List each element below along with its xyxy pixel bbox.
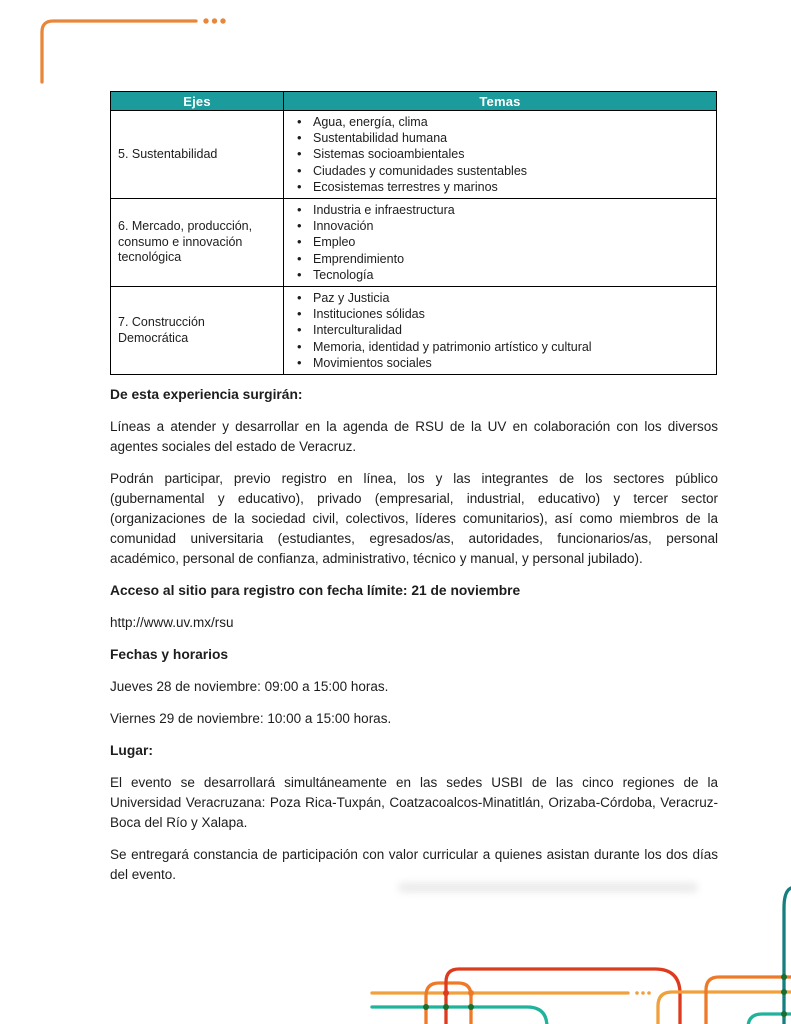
temas-cell [284,199,717,287]
table-row [111,287,717,375]
ejes-temas-table [110,91,717,375]
tema-item: • Empleo [284,234,712,250]
para-sedes: El evento se desarrollará simultáneamente en las sedes USBI de las cinco regiones de la Universidad Veracruzana: Poza Rica-Tuxpán, Coatzacoalcos-Minatitlán, Orizaba-Córdoba, Veracruz- Boca del Río y Xalapa. [110,775,718,830]
heading-experiencia: De esta experiencia surgirán: [110,387,303,402]
header-temas: Temas [284,92,717,111]
tema-item: • Ecosistemas terrestres y marinos [284,179,712,195]
document-body [110,385,718,897]
tema-item: • Sistemas socioambientales [284,146,712,162]
eje-label: 6. Mercado, producción, consumo e innovación tecnológica [111,199,284,287]
network-lines-decoration [372,888,791,1024]
fecha-viernes: Viernes 29 de noviembre: 10:00 a 15:00 horas. [110,711,392,726]
para-constancia: Se entregará constancia de participación con valor curricular a quienes asistan durante los dos días del evento. [110,847,718,882]
registro-url[interactable]: http://www.uv.mx/rsu [110,615,234,630]
tema-item: • Memoria, identidad y patrimonio artístico y cultural [284,339,712,355]
tema-item: • Tecnología [284,267,712,283]
table-row [111,199,717,287]
table-row [111,111,717,199]
heading-acceso: Acceso al sitio para registro con fecha límite: 21 de noviembre [110,583,521,598]
tema-item: • Interculturalidad [284,322,712,338]
temas-list [284,114,712,195]
header-ejes: Ejes [111,92,284,111]
tema-item: • Industria e infraestructura [284,202,712,218]
temas-list [284,202,712,283]
tema-item: • Instituciones sólidas [284,306,712,322]
tema-item: • Movimientos sociales [284,355,712,371]
tema-item: • Agua, energía, clima [284,114,712,130]
corner-bracket-decoration [42,18,226,82]
temas-cell [284,111,717,199]
tema-item: • Emprendimiento [284,251,712,267]
tema-item: • Sustentabilidad humana [284,130,712,146]
tema-item: • Paz y Justicia [284,290,712,306]
tema-item: • Innovación [284,218,712,234]
tema-item: • Ciudades y comunidades sustentables [284,163,712,179]
table-header-row [111,92,717,111]
fecha-jueves: Jueves 28 de noviembre: 09:00 a 15:00 horas. [110,679,389,694]
temas-cell [284,287,717,375]
heading-lugar: Lugar: [110,743,153,758]
eje-label: 7. Construcción Democrática [111,287,284,375]
eje-label: 5. Sustentabilidad [111,111,284,199]
para-participar: Podrán participar, previo registro en línea, los y las integrantes de los sectores público (gubernamental y educativo), privado (empresarial, industrial, educativo) y tercer sector (organizaciones de la sociedad civil, colectivos, líderes comunitarios), así como miembros de la comunidad universitaria (estudiantes, egresados/as, autoridades, funcionarios/as, personal académico, personal de confianza, administrativo, técnico y manual, y personal jubilado). [110,471,718,566]
para-lineas: Líneas a atender y desarrollar en la agenda de RSU de la UV en colaboración con los diversos agentes sociales del estado de Veracruz. [110,419,718,454]
heading-fechas: Fechas y horarios [110,647,229,662]
temas-list [284,290,712,371]
